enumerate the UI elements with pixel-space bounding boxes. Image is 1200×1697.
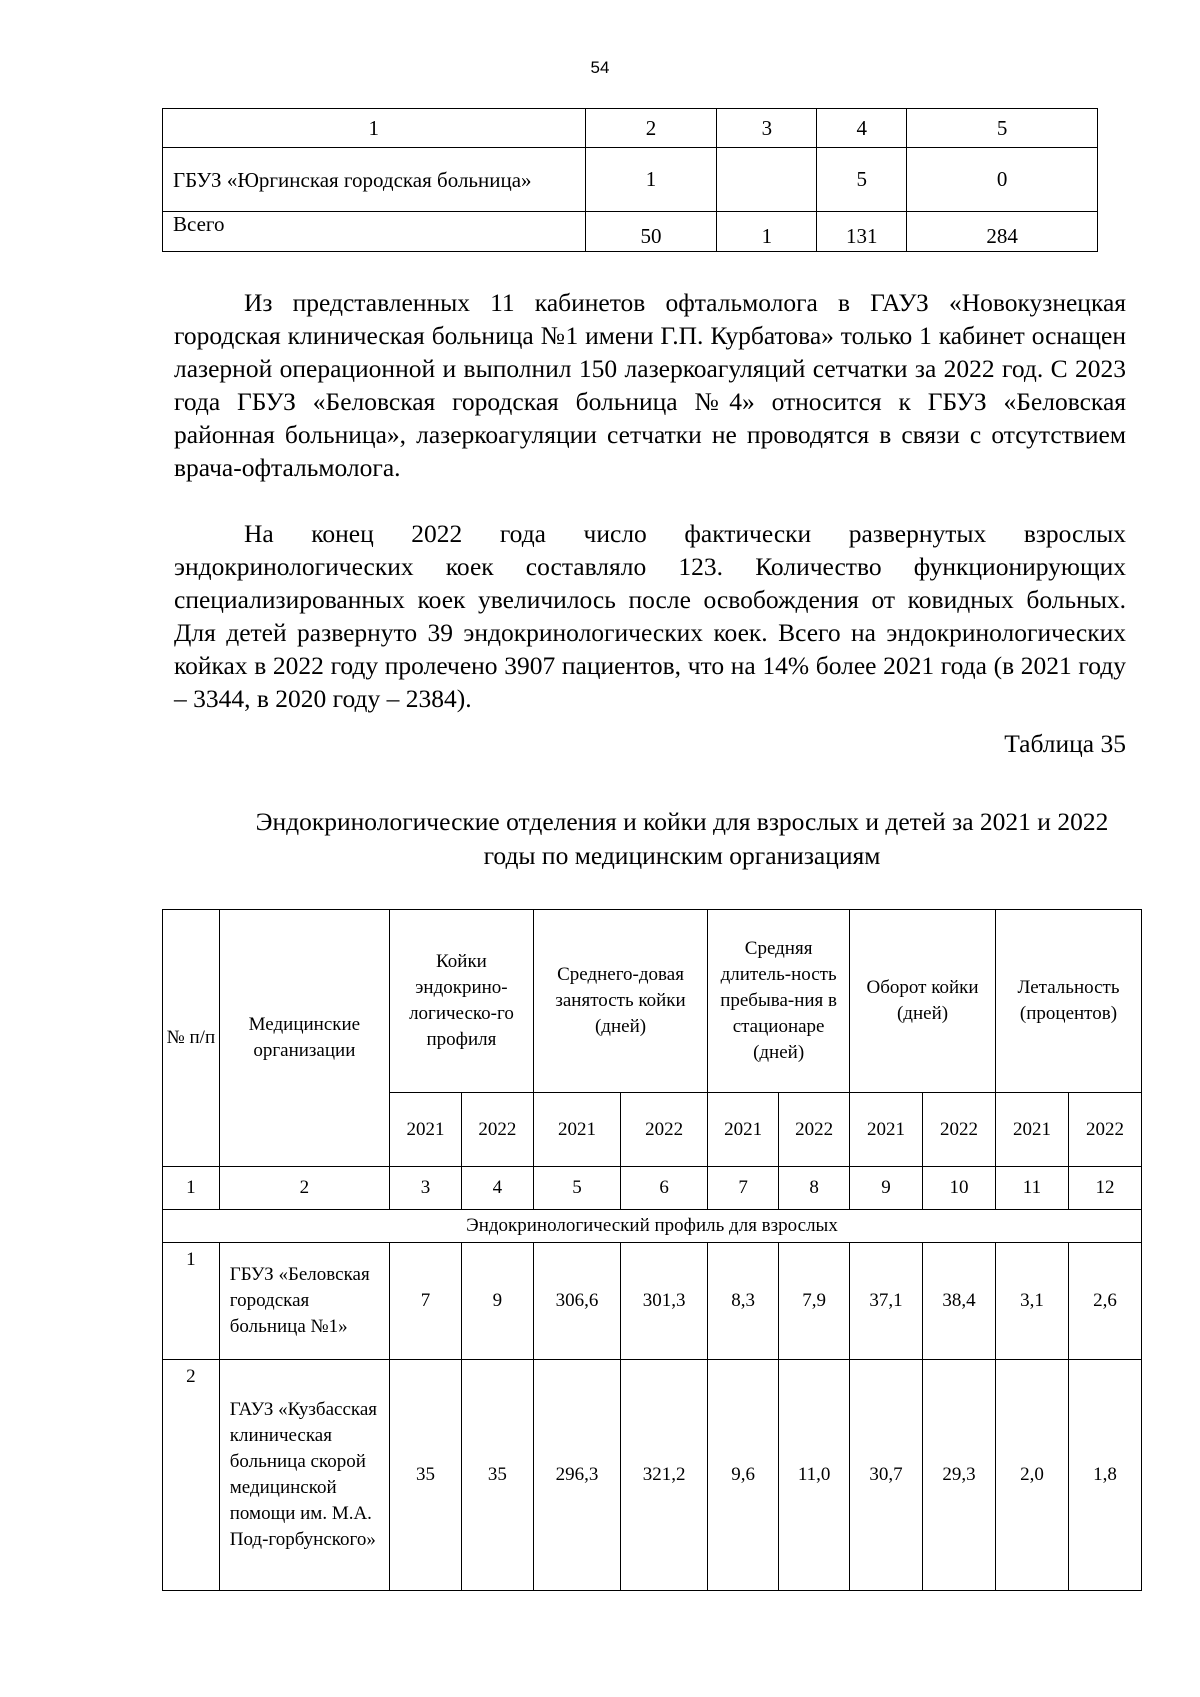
- paragraph-ophthalmology: [174, 286, 1126, 484]
- value-cell: 9,6: [708, 1360, 779, 1591]
- value-cell: 7: [390, 1243, 462, 1360]
- year-cell: 2022: [923, 1093, 996, 1167]
- org-cell: ГБУЗ «Беловская городская больница №1»: [219, 1243, 389, 1360]
- section-row: [163, 1210, 1142, 1243]
- value-cell: 35: [390, 1360, 462, 1591]
- col-number: 8: [779, 1167, 850, 1210]
- continuation-table: [162, 108, 1098, 252]
- value-cell: 30,7: [850, 1360, 923, 1591]
- col-number: 7: [708, 1167, 779, 1210]
- table-label: Таблица 35: [1004, 729, 1126, 758]
- value-cell: 37,1: [850, 1243, 923, 1360]
- header-beds: Койки эндокрино-логическо-го профиля: [390, 910, 534, 1093]
- row-number: 2: [163, 1360, 220, 1591]
- column-number-row: [163, 1167, 1142, 1210]
- value-cell: 2,0: [995, 1360, 1068, 1591]
- col-number: 6: [621, 1167, 708, 1210]
- value-cell: 35: [461, 1360, 533, 1591]
- col-number: 10: [923, 1167, 996, 1210]
- section-title: Эндокринологический профиль для взрослых: [163, 1210, 1142, 1243]
- value-cell: 8,3: [708, 1243, 779, 1360]
- value-cell: 1: [717, 212, 817, 252]
- header-stay: Средняя длитель-ность пребыва-ния в стационаре (дней): [708, 910, 850, 1093]
- table-row: [163, 212, 1098, 252]
- value-cell: 301,3: [621, 1243, 708, 1360]
- col-number: 11: [995, 1167, 1068, 1210]
- endocrinology-table: [162, 909, 1142, 1591]
- year-cell: 2022: [1068, 1093, 1141, 1167]
- value-cell: 1: [585, 148, 717, 212]
- header-org: Медицинские организации: [219, 910, 389, 1167]
- header-occupancy: Среднего-довая занятость койки (дней): [533, 910, 707, 1093]
- year-cell: 2022: [621, 1093, 708, 1167]
- header-cell: 1: [163, 109, 586, 148]
- col-number: 5: [533, 1167, 620, 1210]
- value-cell: 50: [585, 212, 717, 252]
- col-number: 9: [850, 1167, 923, 1210]
- value-cell: 296,3: [533, 1360, 620, 1591]
- col-number: 3: [390, 1167, 462, 1210]
- header-cell: 5: [907, 109, 1098, 148]
- value-cell: 11,0: [779, 1360, 850, 1591]
- org-cell: ГАУЗ «Кузбасская клиническая больница скорой медицинской помощи им. М.А. Под-горбунского»: [219, 1360, 389, 1591]
- paragraph-text: Из представленных 11 кабинетов офтальмолога в ГАУЗ «Новокузнецкая городская клиническая больница №1 имени Г.П. Курбатова» только 1 кабинет оснащен лазерной операционной и выполнил 150 лазеркоагуляций сетчатки за 2022 год. С 2023 года ГБУЗ «Беловская городская больница №4» относится к ГБУЗ «Беловская районная больница», лазеркоагуляции сетчатки не проводятся в связи с отсутствием врача-офтальмолога.: [174, 288, 1126, 482]
- paragraph-text: На конец 2022 года число фактически развернутых взрослых эндокринологических коек составляло 123. Количество функционирующих специализированных коек увеличилось после освобождения от ковидных больных. Для детей развернуто 39 эндокринологических коек. Всего на эндокринологических койках в 2022 году пролечено 3907 пациентов, что на 14% более 2021 года (в 2021 году – 3344, в 2020 году – 2384).: [174, 519, 1126, 713]
- year-cell: 2021: [708, 1093, 779, 1167]
- year-cell: 2021: [390, 1093, 462, 1167]
- value-cell: 2,6: [1068, 1243, 1141, 1360]
- value-cell: 7,9: [779, 1243, 850, 1360]
- table-row: [163, 1243, 1142, 1360]
- col-number: 12: [1068, 1167, 1141, 1210]
- table-row: [163, 148, 1098, 212]
- page-number: 54: [590, 58, 610, 77]
- table-header-row: [163, 109, 1098, 148]
- org-cell: ГБУЗ «Юргинская городская больница»: [163, 148, 586, 212]
- value-cell: [717, 148, 817, 212]
- table-row: [163, 1360, 1142, 1591]
- value-cell: 38,4: [923, 1243, 996, 1360]
- header-lethality: Летальность (процентов): [995, 910, 1141, 1093]
- total-label-cell: Всего: [163, 212, 586, 252]
- value-cell: 131: [817, 212, 907, 252]
- col-number: 2: [219, 1167, 389, 1210]
- header-cell: 3: [717, 109, 817, 148]
- value-cell: 321,2: [621, 1360, 708, 1591]
- year-cell: 2021: [850, 1093, 923, 1167]
- year-cell: 2021: [533, 1093, 620, 1167]
- value-cell: 306,6: [533, 1243, 620, 1360]
- year-cell: 2021: [995, 1093, 1068, 1167]
- header-turnover: Оборот койки (дней): [850, 910, 996, 1093]
- table-header-row: [163, 910, 1142, 1093]
- value-cell: 284: [907, 212, 1098, 252]
- value-cell: 9: [461, 1243, 533, 1360]
- year-cell: 2022: [779, 1093, 850, 1167]
- value-cell: 0: [907, 148, 1098, 212]
- year-cell: 2022: [461, 1093, 533, 1167]
- col-number: 1: [163, 1167, 220, 1210]
- header-cell: 2: [585, 109, 717, 148]
- row-number: 1: [163, 1243, 220, 1360]
- paragraph-endocrinology: [174, 517, 1126, 715]
- value-cell: 3,1: [995, 1243, 1068, 1360]
- value-cell: 1,8: [1068, 1360, 1141, 1591]
- value-cell: 29,3: [923, 1360, 996, 1591]
- table-title: Эндокринологические отделения и койки для взрослых и детей за 2021 и 2022 годы по медицинским организациям: [255, 807, 1109, 870]
- header-num: № п/п: [163, 910, 220, 1167]
- col-number: 4: [461, 1167, 533, 1210]
- value-cell: 5: [817, 148, 907, 212]
- header-cell: 4: [817, 109, 907, 148]
